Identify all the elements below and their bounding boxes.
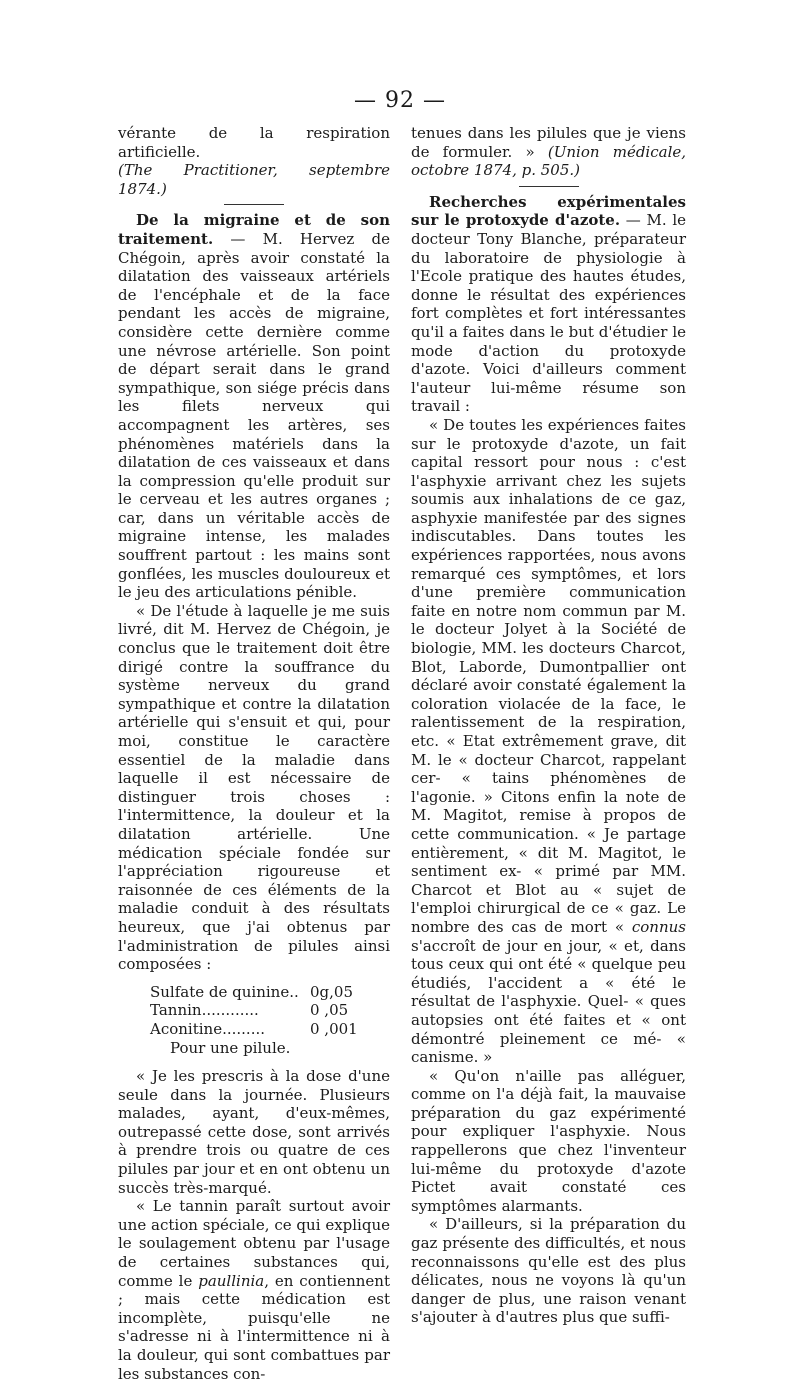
separator-rule: [519, 186, 579, 187]
page-number: — 92 —: [354, 88, 446, 113]
article-text: — M. le docteur Tony Blanche, préparateur du laboratoire de physiologie à l'Ecole pratique des hautes études, donne le résultat des expériences fort complètes et fort intéressantes qu'il a faites dans le but d'étudier le mode d'action du protoxyde d'azote. Voici d'ailleurs comment l'auteur lui-même résume son travail :: [411, 211, 686, 416]
quote-paragraph: « De l'étude à laquelle je me suis livré, dit M. Hervez de Chégoin, je conclus que le traitement doit être dirigé contre la souffrance du système nerveux du grand sympathique et contre la dilatation artérielle qui s'ensuit et qui, pour moi, constitue le caractère essentiel de la maladie dans laquelle il est nécessaire de distinguer trois choses : l'intermittence, la douleur et la dilatation artérielle. Une médication spéciale fondée sur l'appréciation rigoureuse et raisonnée de ces éléments de la maladie conduit à des résultats heureux, que j'ai obtenus par l'administration de pilules ainsi composées :: [118, 601, 390, 974]
separator-rule: [224, 204, 284, 205]
ingredient-name: Tannin............: [150, 1001, 259, 1020]
paragraph: [118, 124, 390, 198]
paragraph-text: « De toutes les expériences faites sur le protoxyde d'azote, un fait capital ressort pour nous : c'est l'asphyxie arrivant chez les sujets soumis aux inhalations de ce gaz, asphyxie manifestée par des signes indiscutables. Dans toutes les expériences rapportées, nous avons remarqué ces symptômes, et lors d'une première communication faite en notre nom commun par M. le docteur Jolyet à la Société de biologie, MM. les docteurs Charcot, Blot, Laborde, Dumontpallier ont déclaré avoir constaté également la coloration violacée de la face, le ralentissement de la respiration, etc. « Etat extrêmement grave, dit M. le « docteur Charcot, rappelant cer- « tains phénomènes de l'agonie. » Citons enfin la note de M. Magitot, remise à propos de cette communication. « Je partage entièrement, « dit M. Magitot, le sentiment ex- « primé par MM. Charcot et Blot au « sujet de l'emploi chirurgical de ce « gaz. Le nombre des cas de mort «: [411, 415, 686, 936]
ingredient-name: Sulfate de quinine..: [150, 982, 299, 1001]
ingredient-dose: 0g,05: [310, 982, 354, 1001]
left-column: [118, 124, 390, 1383]
prescription-note: Pour une pilule.: [170, 1038, 291, 1057]
right-column: [411, 124, 686, 1327]
prescription-row: [150, 983, 390, 1002]
paragraph-text: s'accroît de jour en jour, « et, dans tous ceux qui ont été « quelque peu étudiés, l'accident a « été le résultat de l'asphyxie. Quel- « ques autopsies ont été faites et « ont démontré pleinement ce mé- « canisme. »: [411, 936, 686, 1067]
paragraph-text: tenues dans les pilules que je viens de formuler. »: [411, 124, 686, 161]
quote-paragraph: « Je les prescris à la dose d'une seule dans la journée. Plusieurs malades, ayant, d'eux-mêmes, outrepassé cette dose, sont arrivés à prendre trois ou quatre de ces pilules par jour et en ont obtenu un succès très-marqué.: [118, 1067, 390, 1197]
ingredient-name: Aconitine.........: [150, 1019, 265, 1038]
article-migraine: [118, 211, 390, 601]
source-citation: (Union médicale, octobre 1874, p. 505.): [411, 142, 687, 180]
article-heading: Recherches expérimentales sur le protoxyde d'azote.: [411, 192, 686, 230]
prescription-row: [150, 1020, 390, 1039]
article-heading: De la migraine et de son traitement.: [118, 211, 390, 248]
prescription: [150, 983, 390, 1057]
quote-paragraph: « Qu'on n'aille pas alléguer, comme on l'a déjà fait, la mauvaise préparation du gaz expérimenté pour expliquer l'asphyxie. Nous rappellerons que chez l'inventeur lui-même du protoxyde d'azote Pictet avait constaté ces symptômes alarmants.: [411, 1066, 686, 1215]
paragraph-text: vérante de la respiration artificielle.: [118, 124, 390, 161]
paragraph-text: , en contiennent ; mais cette médication est incomplète, puisqu'elle ne s'adresse ni à l'intermittence ni à la douleur, qui sont combattues par les substances con-: [118, 1271, 390, 1383]
article-text: — M. Hervez de Chégoin, après avoir constaté la dilatation des vaisseaux artériels de l'encéphale et de la face pendant les accès de migraine, considère cette dernière comme une névrose artérielle. Son point de départ serait dans le grand sympathique, son siége précis dans les filets nerveux qui accompagnent les artères, ses phénomènes matériels dans la dilatation de ces vaisseaux et dans la compression qu'elle produit sur le cerveau et les autres organes ; car, dans un véritable accès de migraine intense, les malades souffrent partout : les mains sont gonflées, les muscles douloureux et le jeu des articulations pénible.: [118, 229, 390, 602]
ingredient-dose: 0 ,001: [310, 1019, 358, 1038]
paragraph: [411, 124, 686, 180]
italic-term: connus: [631, 917, 686, 936]
quote-paragraph: [411, 416, 686, 1067]
ingredient-dose: 0 ,05: [310, 1001, 349, 1020]
article-protoxyde: [411, 193, 686, 416]
quote-paragraph: « D'ailleurs, si la préparation du gaz présente des difficultés, et nous reconnaissons qu'elle est des plus délicates, nous ne voyons là qu'un danger de plus, une raison venant s'ajouter à d'autres plus que suffi-: [411, 1215, 686, 1327]
quote-paragraph: [118, 1197, 390, 1383]
italic-term: paullinia: [198, 1271, 265, 1290]
paragraph-text: « Le tannin paraît surtout avoir une action spéciale, ce qui explique le soulagement obtenu par l'usage de certaines substances qui, comme le: [118, 1197, 390, 1290]
prescription-row: [150, 1001, 390, 1020]
source-citation: (The Practitioner, septembre 1874.): [118, 161, 390, 198]
